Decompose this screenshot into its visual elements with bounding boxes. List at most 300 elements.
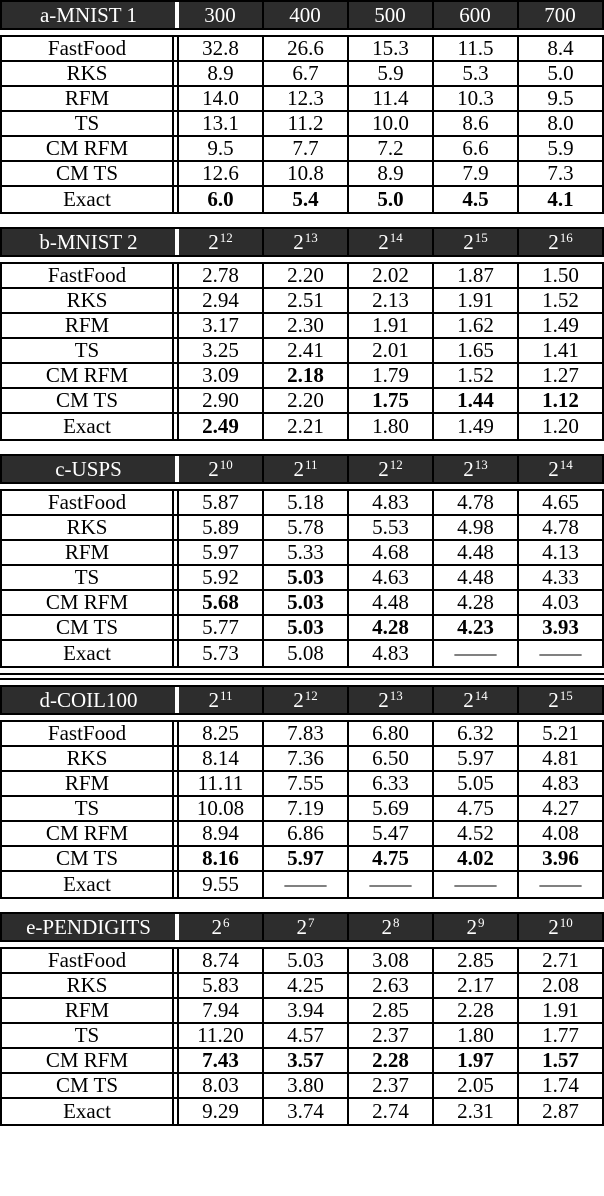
cell-value: 4.27 — [517, 797, 602, 820]
cell-value: 8.16 — [202, 846, 239, 870]
table-header-d-coil100 — [0, 685, 604, 715]
column-header — [432, 914, 517, 940]
cell-value: 9.29 — [202, 1099, 239, 1123]
section-divider-double-rule — [0, 673, 604, 680]
cell-value: —— — [262, 872, 347, 897]
cell-value: 5.97 — [202, 540, 239, 564]
cell-value: 1.41 — [517, 339, 602, 362]
row-label: RFM — [2, 541, 179, 564]
cell-value: 2.13 — [347, 289, 432, 312]
cell-value: 3.17 — [202, 313, 239, 337]
column-header — [179, 914, 262, 940]
cell-value: 11.20 — [197, 1023, 244, 1047]
column-header — [432, 2, 517, 28]
cell-value: 1.91 — [517, 999, 602, 1022]
cell-value: 5.73 — [202, 641, 239, 665]
cell-value: 8.6 — [432, 112, 517, 135]
row-label: RFM — [2, 999, 179, 1022]
cell-value: 2.37 — [347, 1024, 432, 1047]
column-header — [347, 456, 432, 482]
cell-value: 4.03 — [517, 591, 602, 614]
cell-value: 5.4 — [262, 187, 347, 212]
table-row — [2, 314, 602, 339]
cell-value: 3.74 — [262, 1099, 347, 1124]
table-row — [2, 187, 602, 212]
table-row — [2, 872, 602, 897]
cell-value: 5.97 — [432, 747, 517, 770]
table-row — [2, 1099, 602, 1124]
cell-value: 3.25 — [202, 338, 239, 362]
column-header-exponent: 11 — [304, 456, 318, 472]
row-label: FastFood — [2, 37, 179, 60]
row-label: RKS — [2, 289, 179, 312]
row-label: Exact — [2, 1099, 179, 1124]
column-header-base: 2 — [548, 914, 559, 939]
cell-value: —— — [517, 641, 602, 666]
cell-value: 7.83 — [262, 722, 347, 745]
column-header-base: 2 — [463, 456, 474, 481]
cell-value: 5.03 — [262, 616, 347, 639]
cell-value: 2.08 — [517, 974, 602, 997]
column-header — [432, 456, 517, 482]
column-header — [262, 914, 347, 940]
cell-value: 2.02 — [347, 264, 432, 287]
cell-value: 4.78 — [432, 491, 517, 514]
cell-value: 32.8 — [202, 36, 239, 60]
cell-value: 2.20 — [262, 389, 347, 412]
table-row — [2, 1049, 602, 1074]
table-row — [2, 566, 602, 591]
cell-value: 3.94 — [262, 999, 347, 1022]
cell-value: 1.52 — [432, 364, 517, 387]
cell-value: 8.25 — [202, 721, 239, 745]
cell-value: 5.68 — [202, 590, 239, 614]
table-row — [2, 37, 602, 62]
cell-value: 4.57 — [262, 1024, 347, 1047]
cell-value: 5.0 — [347, 187, 432, 212]
cell-value: 4.68 — [347, 541, 432, 564]
cell-value: 10.08 — [196, 796, 245, 820]
column-header-base: 2 — [208, 687, 219, 712]
table-body-e-pendigits — [0, 947, 604, 1126]
cell-value: 4.65 — [517, 491, 602, 514]
cell-value: 4.75 — [347, 847, 432, 870]
cell-value: 14.0 — [202, 86, 239, 110]
row-label: CM RFM — [2, 364, 179, 387]
cell-value: 4.08 — [517, 822, 602, 845]
cell-value: 4.25 — [262, 974, 347, 997]
column-header-exponent: 12 — [389, 456, 403, 472]
table-row — [2, 62, 602, 87]
row-label: FastFood — [2, 491, 179, 514]
cell-value: 5.9 — [347, 62, 432, 85]
column-header-exponent: 12 — [304, 687, 318, 703]
cell-value: 4.28 — [432, 591, 517, 614]
row-label: CM RFM — [2, 137, 179, 160]
cell-value: 2.90 — [202, 388, 239, 412]
cell-value: 2.87 — [517, 1099, 602, 1124]
column-header-base: 500 — [374, 2, 406, 27]
cell-value: 3.09 — [202, 363, 239, 387]
table-row — [2, 847, 602, 872]
table-row — [2, 949, 602, 974]
cell-value: 15.3 — [347, 37, 432, 60]
cell-value: 4.33 — [517, 566, 602, 589]
row-label: CM RFM — [2, 1049, 179, 1072]
cell-value: 5.89 — [202, 515, 239, 539]
column-header-base: 2 — [378, 687, 389, 712]
cell-value: 9.5 — [517, 87, 602, 110]
column-header-exponent: 7 — [308, 914, 315, 930]
cell-value: 12.6 — [202, 161, 239, 185]
cell-value: 4.52 — [432, 822, 517, 845]
cell-value: 1.44 — [432, 389, 517, 412]
cell-value: —— — [517, 872, 602, 897]
table-row — [2, 822, 602, 847]
row-label: FastFood — [2, 949, 179, 972]
table-row — [2, 289, 602, 314]
cell-value: 5.77 — [202, 615, 239, 639]
cell-value: —— — [432, 872, 517, 897]
row-label: TS — [2, 566, 179, 589]
column-header — [179, 2, 262, 28]
row-label: FastFood — [2, 264, 179, 287]
cell-value: 26.6 — [262, 37, 347, 60]
cell-value: 2.51 — [262, 289, 347, 312]
cell-value: 6.33 — [347, 772, 432, 795]
table-row — [2, 1024, 602, 1049]
column-header — [432, 687, 517, 713]
column-header-exponent: 13 — [389, 687, 403, 703]
table-header-a-mnist-1 — [0, 0, 604, 30]
row-label: RFM — [2, 772, 179, 795]
row-label: CM TS — [2, 162, 179, 185]
row-label: RFM — [2, 314, 179, 337]
cell-value: 9.55 — [202, 872, 239, 896]
table-row — [2, 364, 602, 389]
cell-value: 5.03 — [262, 591, 347, 614]
cell-value: 4.78 — [517, 516, 602, 539]
row-label: Exact — [2, 872, 179, 897]
cell-value: 3.96 — [517, 847, 602, 870]
table-row — [2, 339, 602, 364]
cell-value: 6.7 — [262, 62, 347, 85]
cell-value: 3.93 — [517, 616, 602, 639]
column-header-base: 2 — [293, 229, 304, 254]
column-header-exponent: 16 — [559, 229, 573, 245]
row-label: RKS — [2, 62, 179, 85]
cell-value: 4.13 — [517, 541, 602, 564]
cell-value: 1.87 — [432, 264, 517, 287]
row-label: CM RFM — [2, 591, 179, 614]
cell-value: 11.2 — [262, 112, 347, 135]
cell-value: 2.01 — [347, 339, 432, 362]
row-label: TS — [2, 339, 179, 362]
cell-value: 1.57 — [517, 1049, 602, 1072]
table-title-a-mnist-1: a-MNIST 1 — [2, 2, 179, 28]
cell-value: 2.85 — [432, 949, 517, 972]
row-label: FastFood — [2, 722, 179, 745]
cell-value: 2.94 — [202, 288, 239, 312]
column-header-exponent: 8 — [393, 914, 400, 930]
table-row — [2, 591, 602, 616]
row-label: RKS — [2, 747, 179, 770]
cell-value: 2.74 — [347, 1099, 432, 1124]
cell-value: 4.48 — [347, 591, 432, 614]
table-row — [2, 112, 602, 137]
cell-value: 2.05 — [432, 1074, 517, 1097]
cell-value: 2.20 — [262, 264, 347, 287]
table-title-e-pendigits: e-PENDIGITS — [2, 914, 179, 940]
cell-value: 4.48 — [432, 566, 517, 589]
table-title-d-coil100: d-COIL100 — [2, 687, 179, 713]
cell-value: 7.36 — [262, 747, 347, 770]
table-row — [2, 389, 602, 414]
cell-value: 5.47 — [347, 822, 432, 845]
cell-value: 1.79 — [347, 364, 432, 387]
table-row — [2, 162, 602, 187]
column-header-base: 2 — [378, 456, 389, 481]
cell-value: 5.05 — [432, 772, 517, 795]
cell-value: 4.28 — [347, 616, 432, 639]
cell-value: 7.94 — [202, 998, 239, 1022]
column-header — [517, 687, 602, 713]
column-header — [347, 914, 432, 940]
cell-value: 8.4 — [517, 37, 602, 60]
cell-value: 6.50 — [347, 747, 432, 770]
column-header-exponent: 9 — [478, 914, 485, 930]
cell-value: 5.87 — [202, 490, 239, 514]
cell-value: 11.4 — [347, 87, 432, 110]
cell-value: 8.9 — [207, 61, 234, 85]
cell-value: 5.0 — [517, 62, 602, 85]
cell-value: 2.63 — [347, 974, 432, 997]
column-header-exponent: 15 — [559, 687, 573, 703]
cell-value: 5.69 — [347, 797, 432, 820]
row-label: TS — [2, 1024, 179, 1047]
cell-value: 2.21 — [262, 414, 347, 439]
cell-value: 5.83 — [202, 973, 239, 997]
cell-value: 6.80 — [347, 722, 432, 745]
cell-value: 7.2 — [347, 137, 432, 160]
cell-value: 2.71 — [517, 949, 602, 972]
column-header — [262, 456, 347, 482]
column-header-exponent: 11 — [219, 687, 233, 703]
row-label: CM TS — [2, 389, 179, 412]
cell-value: 2.30 — [262, 314, 347, 337]
cell-value: 1.20 — [517, 414, 602, 439]
column-header-base: 2 — [293, 456, 304, 481]
cell-value: 7.7 — [262, 137, 347, 160]
cell-value: 6.6 — [432, 137, 517, 160]
cell-value: 7.3 — [517, 162, 602, 185]
table-row — [2, 137, 602, 162]
column-header — [179, 687, 262, 713]
cell-value: 4.1 — [517, 187, 602, 212]
cell-value: 2.78 — [202, 263, 239, 287]
column-header — [262, 687, 347, 713]
table-row — [2, 414, 602, 439]
table-header-c-usps — [0, 454, 604, 484]
table-header-b-mnist-2 — [0, 227, 604, 257]
column-header — [347, 687, 432, 713]
column-header-exponent: 14 — [474, 687, 488, 703]
cell-value: 8.9 — [347, 162, 432, 185]
cell-value: 2.18 — [262, 364, 347, 387]
row-label: TS — [2, 797, 179, 820]
cell-value: 8.94 — [202, 821, 239, 845]
column-header-base: 2 — [211, 914, 222, 939]
cell-value: 10.3 — [432, 87, 517, 110]
cell-value: 5.3 — [432, 62, 517, 85]
cell-value: 8.14 — [202, 746, 239, 770]
table-row — [2, 87, 602, 112]
cell-value: 1.74 — [517, 1074, 602, 1097]
column-header — [517, 914, 602, 940]
cell-value: 2.28 — [347, 1049, 432, 1072]
column-header-exponent: 10 — [219, 456, 233, 472]
cell-value: 6.0 — [207, 187, 234, 211]
cell-value: 4.48 — [432, 541, 517, 564]
column-header — [262, 229, 347, 255]
cell-value: 1.49 — [517, 314, 602, 337]
column-header — [179, 229, 262, 255]
cell-value: 4.23 — [432, 616, 517, 639]
table-row — [2, 1074, 602, 1099]
cell-value: 5.33 — [262, 541, 347, 564]
table-row — [2, 641, 602, 666]
cell-value: 1.50 — [517, 264, 602, 287]
cell-value: 4.83 — [347, 641, 432, 666]
table-row — [2, 491, 602, 516]
column-header-base: 2 — [548, 229, 559, 254]
cell-value: 9.5 — [207, 136, 234, 160]
cell-value: 5.92 — [202, 565, 239, 589]
table-row — [2, 264, 602, 289]
table-header-e-pendigits — [0, 912, 604, 942]
cell-value: 6.86 — [262, 822, 347, 845]
cell-value: 1.27 — [517, 364, 602, 387]
column-header-exponent: 10 — [559, 914, 573, 930]
cell-value: 1.49 — [432, 414, 517, 439]
cell-value: 2.49 — [202, 414, 239, 438]
row-label: RKS — [2, 516, 179, 539]
cell-value: 12.3 — [262, 87, 347, 110]
row-label: RKS — [2, 974, 179, 997]
cell-value: 6.32 — [432, 722, 517, 745]
cell-value: 4.5 — [432, 187, 517, 212]
column-header-base: 600 — [459, 2, 491, 27]
cell-value: 2.41 — [262, 339, 347, 362]
row-label: Exact — [2, 641, 179, 666]
column-header-exponent: 13 — [304, 229, 318, 245]
cell-value: 2.37 — [347, 1074, 432, 1097]
cell-value: 4.63 — [347, 566, 432, 589]
column-header-exponent: 14 — [559, 456, 573, 472]
cell-value: 1.12 — [517, 389, 602, 412]
column-header-base: 2 — [463, 229, 474, 254]
cell-value: 5.97 — [262, 847, 347, 870]
cell-value: 5.18 — [262, 491, 347, 514]
cell-value: 2.85 — [347, 999, 432, 1022]
column-header — [517, 456, 602, 482]
column-header — [517, 229, 602, 255]
table-row — [2, 797, 602, 822]
cell-value: 7.9 — [432, 162, 517, 185]
cell-value: 1.77 — [517, 1024, 602, 1047]
cell-value: —— — [432, 641, 517, 666]
column-header-base: 2 — [548, 687, 559, 712]
cell-value: 11.5 — [432, 37, 517, 60]
column-header — [347, 229, 432, 255]
cell-value: 11.11 — [197, 771, 244, 795]
table-body-c-usps — [0, 489, 604, 668]
column-header — [262, 2, 347, 28]
row-label: CM TS — [2, 616, 179, 639]
cell-value: 1.80 — [347, 414, 432, 439]
column-header-base: 400 — [289, 2, 321, 27]
column-header-base: 2 — [548, 456, 559, 481]
column-header-base: 300 — [204, 2, 236, 27]
cell-value: 1.97 — [432, 1049, 517, 1072]
row-label: Exact — [2, 414, 179, 439]
row-label: CM TS — [2, 1074, 179, 1097]
cell-value: 8.74 — [202, 948, 239, 972]
table-row — [2, 747, 602, 772]
table-row — [2, 616, 602, 641]
cell-value: 7.19 — [262, 797, 347, 820]
cell-value: 4.83 — [517, 772, 602, 795]
cell-value: 1.80 — [432, 1024, 517, 1047]
column-header-base: 2 — [293, 687, 304, 712]
table-title-b-mnist-2: b-MNIST 2 — [2, 229, 179, 255]
cell-value: 1.75 — [347, 389, 432, 412]
cell-value: —— — [347, 872, 432, 897]
cell-value: 2.28 — [432, 999, 517, 1022]
cell-value: 8.0 — [517, 112, 602, 135]
cell-value: 7.43 — [202, 1048, 239, 1072]
column-header-base: 2 — [296, 914, 307, 939]
column-header — [347, 2, 432, 28]
cell-value: 3.57 — [262, 1049, 347, 1072]
row-label: RFM — [2, 87, 179, 110]
cell-value: 1.62 — [432, 314, 517, 337]
cell-value: 5.21 — [517, 722, 602, 745]
cell-value: 1.91 — [347, 314, 432, 337]
column-header-base: 2 — [463, 687, 474, 712]
column-header-base: 2 — [378, 229, 389, 254]
cell-value: 4.02 — [432, 847, 517, 870]
cell-value: 4.75 — [432, 797, 517, 820]
cell-value: 5.78 — [262, 516, 347, 539]
table-row — [2, 722, 602, 747]
cell-value: 2.31 — [432, 1099, 517, 1124]
cell-value: 8.03 — [202, 1073, 239, 1097]
column-header-base: 2 — [208, 456, 219, 481]
row-label: Exact — [2, 187, 179, 212]
cell-value: 5.9 — [517, 137, 602, 160]
cell-value: 4.98 — [432, 516, 517, 539]
cell-value: 3.08 — [347, 949, 432, 972]
cell-value: 5.08 — [262, 641, 347, 666]
cell-value: 3.80 — [262, 1074, 347, 1097]
cell-value: 4.81 — [517, 747, 602, 770]
table-row — [2, 541, 602, 566]
column-header-base: 2 — [466, 914, 477, 939]
cell-value: 10.8 — [262, 162, 347, 185]
row-label: TS — [2, 112, 179, 135]
column-header-base: 2 — [208, 229, 219, 254]
